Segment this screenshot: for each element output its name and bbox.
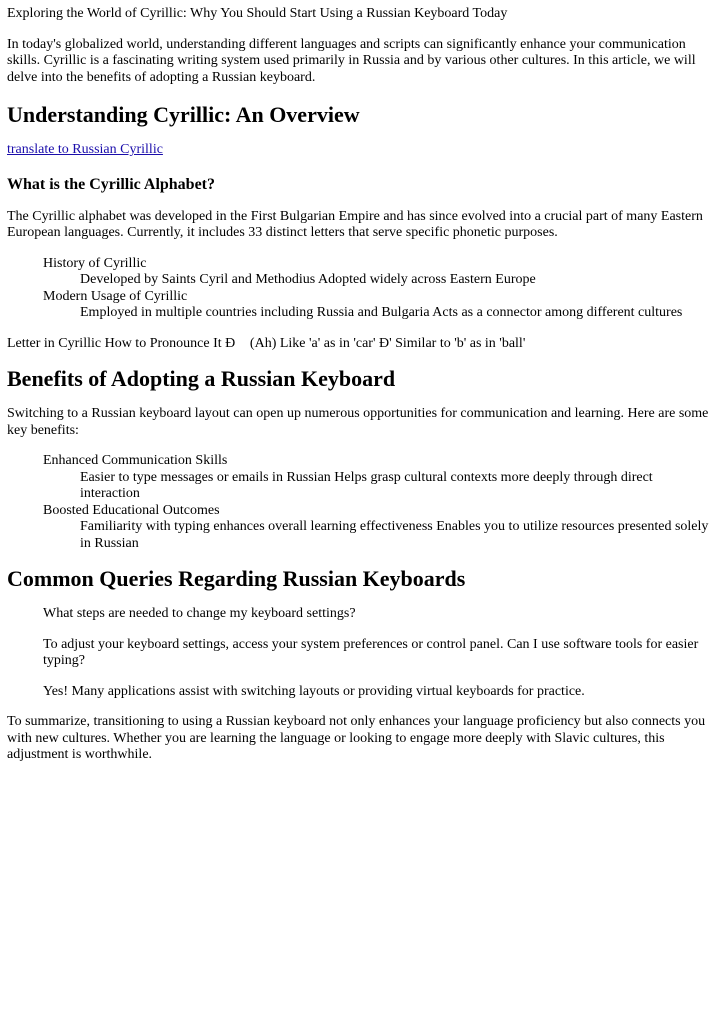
- intro-paragraph: In today's globalized world, understanding different languages and scripts can significantly enhance your communication skills. Cyrillic is a fascinating writing system used primarily in Russia and by various other cultures. In this article, we will delve into the benefits of adopting a Russian keyboard.: [7, 36, 696, 85]
- benefits-definition-list: [43, 453, 712, 552]
- list-description: Easier to type messages or emails in Russian Helps grasp cultural contexts more deeply through direct interaction: [80, 469, 653, 501]
- list-description: Employed in multiple countries including Russia and Bulgaria Acts as a connector among different cultures: [80, 305, 683, 320]
- section-heading-queries: Common Queries Regarding Russian Keyboards: [7, 566, 466, 591]
- translate-link[interactable]: translate to Russian Cyrillic: [7, 142, 163, 157]
- pronunciation-table-text: Letter in Cyrillic How to Pronounce It Ð (Ah) Like 'a' as in 'car' Ð' Similar to 'b' as in 'ball': [7, 335, 526, 351]
- subheading-cyrillic-alphabet: What is the Cyrillic Alphabet?: [7, 175, 216, 193]
- section-heading-benefits: Benefits of Adopting a Russian Keyboard: [7, 366, 396, 391]
- cyrillic-definition-list: [43, 256, 712, 322]
- list-description: Developed by Saints Cyril and Methodius Adopted widely across Eastern Europe: [80, 272, 536, 287]
- link-line: [7, 142, 712, 159]
- alphabet-paragraph: The Cyrillic alphabet was developed in the First Bulgarian Empire and has since evolved into a crucial part of many Eastern European languages. Currently, it includes 33 distinct letters that serve specific phonetic purposes.: [7, 208, 703, 240]
- query-block: Yes! Many applications assist with switching layouts or providing virtual keyboards for practice.: [43, 683, 585, 699]
- section-heading-overview: Understanding Cyrillic: An Overview: [7, 102, 360, 127]
- query-block: To adjust your keyboard settings, access your system preferences or control panel. Can I use software tools for easier typing?: [43, 636, 699, 668]
- summary-paragraph: To summarize, transitioning to using a Russian keyboard not only enhances your language proficiency but also connects you with new cultures. Whether you are learning the language or looking to engage more deeply with Slavic cultures, this adjustment is worthwhile.: [7, 714, 706, 762]
- benefits-paragraph: Switching to a Russian keyboard layout can open up numerous opportunities for communication and learning. Here are some key benefits:: [7, 406, 709, 438]
- list-term: Modern Usage of Cyrillic: [43, 288, 188, 304]
- document-title: Exploring the World of Cyrillic: Why You Should Start Using a Russian Keyboard Today: [7, 6, 508, 21]
- query-block: What steps are needed to change my keyboard settings?: [43, 606, 356, 621]
- list-term: History of Cyrillic: [43, 255, 147, 271]
- list-term: Enhanced Communication Skills: [43, 453, 228, 468]
- list-term: Boosted Educational Outcomes: [43, 502, 220, 518]
- list-description: Familiarity with typing enhances overall learning effectiveness Enables you to utilize resources presented solely in Russian: [80, 519, 709, 551]
